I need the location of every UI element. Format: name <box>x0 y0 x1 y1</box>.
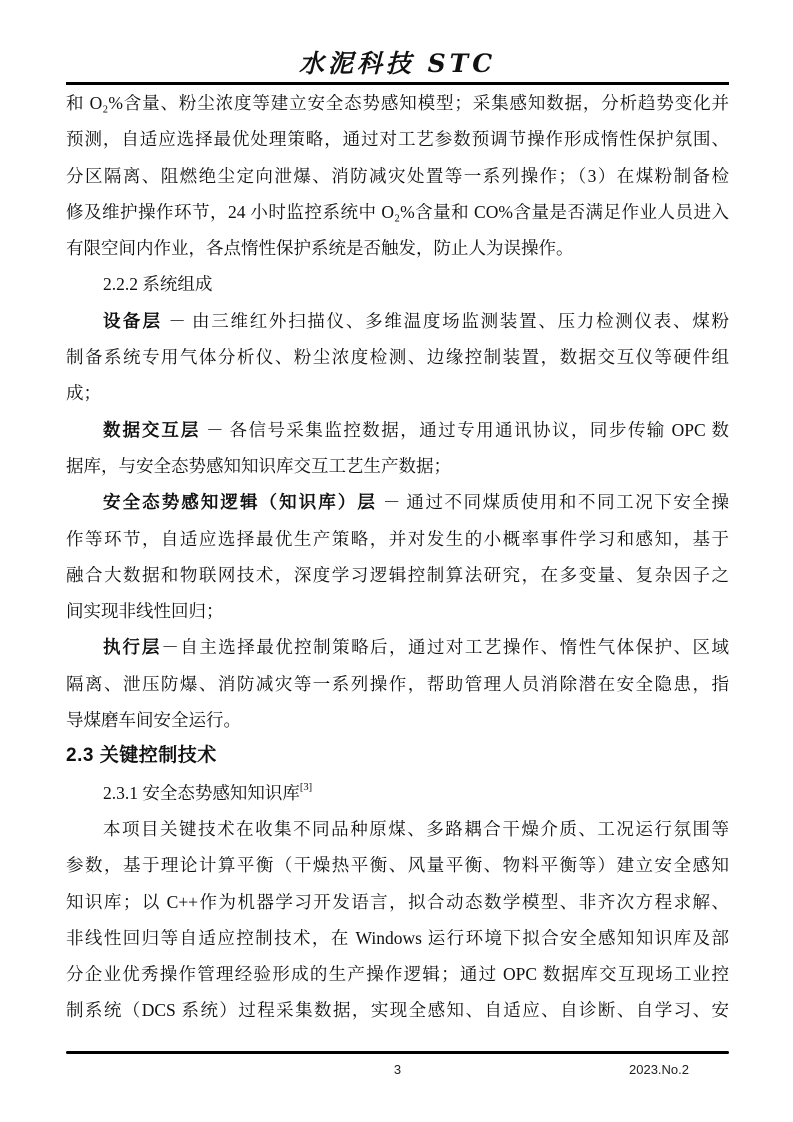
text-line <box>66 375 729 411</box>
line-text: 分区隔离、阻燃绝尘定向泄爆、消防减灾处置等一系列操作；（3）在煤粉制备检 <box>66 165 729 186</box>
layer-term: 安全态势感知逻辑（知识库）层 <box>103 492 377 513</box>
line-text: 制备系统专用气体分析仪、粉尘浓度检测、边缘控制装置，数据交互仪等硬件组 <box>66 347 729 368</box>
text-line <box>66 412 729 448</box>
text-line <box>66 484 729 520</box>
line-text: 有限空间内作业，各点惰性保护系统是否触发，防止人为误操作。 <box>66 238 574 259</box>
page-footer <box>66 1059 729 1081</box>
line-text: －自主选择最优控制策略后，通过对工艺操作、惰性气体保护、区域 <box>161 637 729 658</box>
line-text: － 由三维红外扫描仪、多维温度场监测装置、压力检测仪表、煤粉 <box>162 310 729 331</box>
text-line <box>66 920 729 956</box>
line-text: 2.2.2 系统组成 <box>103 274 213 295</box>
text-line <box>66 666 729 702</box>
line-text: 参数，基于理论计算平衡（干燥热平衡、风量平衡、物料平衡等）建立安全感知 <box>66 855 729 876</box>
line-text: － 各信号采集监控数据，通过专用通讯协议，同步传输 OPC 数 <box>200 419 729 440</box>
line-text: 制系统（DCS 系统）过程采集数据，实现全感知、自适应、自诊断、自学习、安 <box>66 1000 729 1021</box>
page-header <box>66 0 729 85</box>
line-text: 预测，自适应选择最优处理策略，通过对工艺参数预调节操作形成惰性保护氛围、 <box>66 129 729 150</box>
line-text: 隔离、泄压防爆、消防减灾等一系列操作，帮助管理人员消除潜在安全隐患，指 <box>66 673 729 694</box>
text-line <box>66 158 729 194</box>
line-text: 和 O₂%含量、粉尘浓度等建立安全态势感知模型；采集感知数据，分析趋势变化并 <box>66 93 729 113</box>
text-line <box>66 230 729 266</box>
issue-number: 2023.No.2 <box>629 1062 689 1077</box>
line-text: 间实现非线性回归； <box>66 601 224 622</box>
line-text: 本项目关键技术在收集不同品种原煤、多路耦合干燥介质、工况运行氛围等 <box>103 818 729 839</box>
text-line <box>66 85 729 121</box>
text-line <box>66 702 729 738</box>
line-text: 据库，与安全态势感知知识库交互工艺生产数据； <box>66 455 451 476</box>
text-line <box>66 194 729 230</box>
line-text: 导煤磨车间安全运行。 <box>66 710 241 731</box>
text-line <box>66 629 729 665</box>
footer-rule <box>66 1051 729 1054</box>
text-line <box>66 121 729 157</box>
text-line <box>66 448 729 484</box>
text-line <box>66 956 729 992</box>
text-line <box>66 303 729 339</box>
text-line <box>66 992 729 1028</box>
layer-term: 执行层 <box>103 637 162 658</box>
layer-term: 数据交互层 <box>103 419 201 440</box>
text-line <box>66 521 729 557</box>
page-body <box>66 85 729 1029</box>
footnote-ref: [3] <box>299 781 313 793</box>
heading-label: 2.3 关键控制技术 <box>66 745 217 767</box>
text-line <box>66 884 729 920</box>
section-heading <box>66 738 729 774</box>
text-line <box>66 593 729 629</box>
line-text: 作等环节，自适应选择最优生产策略，并对发生的小概率事件学习和感知，基于 <box>66 528 729 549</box>
text-line <box>66 847 729 883</box>
line-text: 2.3.1 安全态势感知知识库 <box>103 782 300 803</box>
line-text: 非线性回归等自适应控制技术，在 Windows 运行环境下拟合安全感知知识库及部 <box>66 927 729 948</box>
text-line <box>66 775 729 811</box>
layer-term: 设备层 <box>103 310 163 331</box>
line-text: 分企业优秀操作管理经验形成的生产操作逻辑；通过 OPC 数据库交互现场工业控 <box>66 964 729 985</box>
line-text: 修及维护操作环节，24 小时监控系统中 O₂%含量和 CO%含量是否满足作业人员进入 <box>66 201 729 222</box>
page-number: 3 <box>393 1062 402 1077</box>
text-line <box>66 339 729 375</box>
text-line <box>66 811 729 847</box>
line-text: 成； <box>66 383 101 404</box>
line-text: 融合大数据和物联网技术，深度学习逻辑控制算法研究，在多变量、复杂因子之 <box>66 564 729 585</box>
journal-title: 水泥科技 STC <box>298 49 497 78</box>
text-line <box>66 557 729 593</box>
line-text: 知识库；以 C++作为机器学习开发语言，拟合动态数学模型、非齐次方程求解、 <box>66 891 729 912</box>
line-text: － 通过不同煤质使用和不同工况下安全操 <box>376 492 729 513</box>
text-line <box>66 266 729 302</box>
